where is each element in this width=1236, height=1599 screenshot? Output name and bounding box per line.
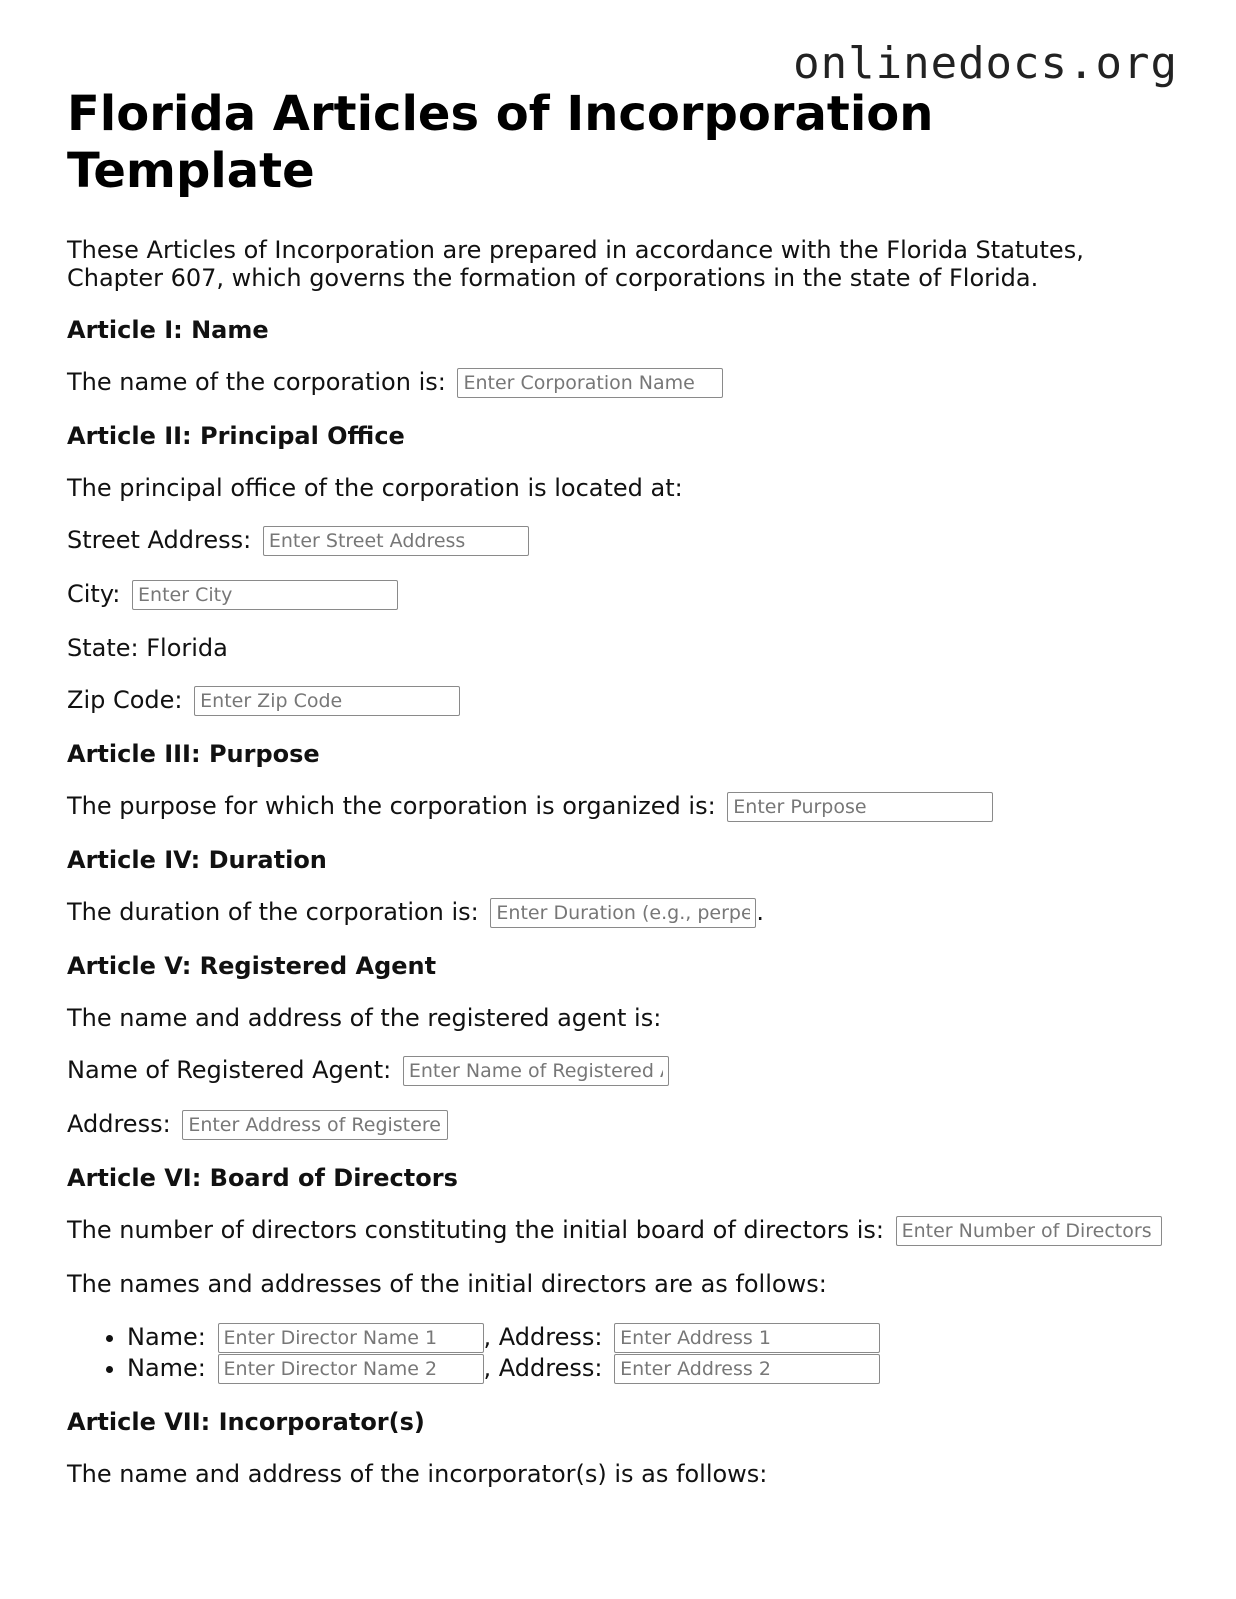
- agent-address-input[interactable]: [182, 1110, 448, 1140]
- duration-label: The duration of the corporation is:: [67, 898, 479, 926]
- director-count-input[interactable]: [896, 1216, 1162, 1246]
- zip-code-input[interactable]: [194, 686, 460, 716]
- director-name-input[interactable]: [218, 1354, 484, 1384]
- agent-name-line: [67, 1056, 1187, 1086]
- city-input[interactable]: [132, 580, 398, 610]
- state-line: State: Florida: [67, 634, 228, 662]
- purpose-label: The purpose for which the corporation is organized is:: [67, 792, 716, 820]
- list-item: [127, 1322, 1187, 1353]
- city-label: City:: [67, 580, 121, 608]
- director-count-line: [67, 1216, 1187, 1246]
- incorporator-text: The name and address of the incorporator(s) is as follows:: [67, 1460, 768, 1488]
- article-1-heading: Article I: Name: [67, 316, 269, 344]
- director-name-input[interactable]: [218, 1323, 484, 1353]
- registered-agent-text: The name and address of the registered agent is:: [67, 1004, 662, 1032]
- corporation-name-label: The name of the corporation is:: [67, 368, 446, 396]
- duration-line: [67, 898, 1187, 928]
- agent-address-line: [67, 1110, 1187, 1140]
- article-5-heading: Article V: Registered Agent: [67, 952, 437, 980]
- article-7-heading: Article VII: Incorporator(s): [67, 1408, 425, 1436]
- document-body: [67, 86, 1187, 1512]
- corporation-name-input[interactable]: [457, 368, 723, 398]
- director-name-label: Name:: [127, 1354, 206, 1382]
- director-address-input[interactable]: [614, 1354, 880, 1384]
- list-item: [127, 1353, 1187, 1384]
- article-4-heading: Article IV: Duration: [67, 846, 327, 874]
- intro-paragraph: These Articles of Incorporation are prepared in accordance with the Florida Statutes, Chapter 607, which governs the formation of corporations in the state of Florida.: [67, 236, 1084, 292]
- article-3-heading: Article III: Purpose: [67, 740, 320, 768]
- director-address-label: , Address:: [483, 1354, 603, 1382]
- page-title: Florida Articles of Incorporation Template: [67, 86, 934, 199]
- agent-address-label: Address:: [67, 1110, 171, 1138]
- directors-list-text: The names and addresses of the initial directors are as follows:: [67, 1270, 827, 1298]
- duration-period: .: [756, 898, 765, 926]
- street-address-input[interactable]: [263, 526, 529, 556]
- agent-name-label: Name of Registered Agent:: [67, 1056, 392, 1084]
- purpose-input[interactable]: [727, 792, 993, 822]
- director-address-input[interactable]: [614, 1323, 880, 1353]
- directors-list: [67, 1322, 1187, 1384]
- zip-code-label: Zip Code:: [67, 686, 183, 714]
- purpose-line: [67, 792, 1187, 822]
- street-address-label: Street Address:: [67, 526, 252, 554]
- article-2-heading: Article II: Principal Office: [67, 422, 405, 450]
- zip-code-line: [67, 686, 1187, 716]
- director-count-label: The number of directors constituting the initial board of directors is:: [67, 1216, 884, 1244]
- director-name-label: Name:: [127, 1323, 206, 1351]
- agent-name-input[interactable]: [403, 1056, 669, 1086]
- article-6-heading: Article VI: Board of Directors: [67, 1164, 458, 1192]
- duration-input[interactable]: [490, 898, 756, 928]
- street-address-line: [67, 526, 1187, 556]
- watermark: onlinedocs.org: [793, 38, 1178, 89]
- article-1-line: [67, 368, 1187, 398]
- director-address-label: , Address:: [483, 1323, 603, 1351]
- principal-office-text: The principal office of the corporation is located at:: [67, 474, 683, 502]
- city-line: [67, 580, 1187, 610]
